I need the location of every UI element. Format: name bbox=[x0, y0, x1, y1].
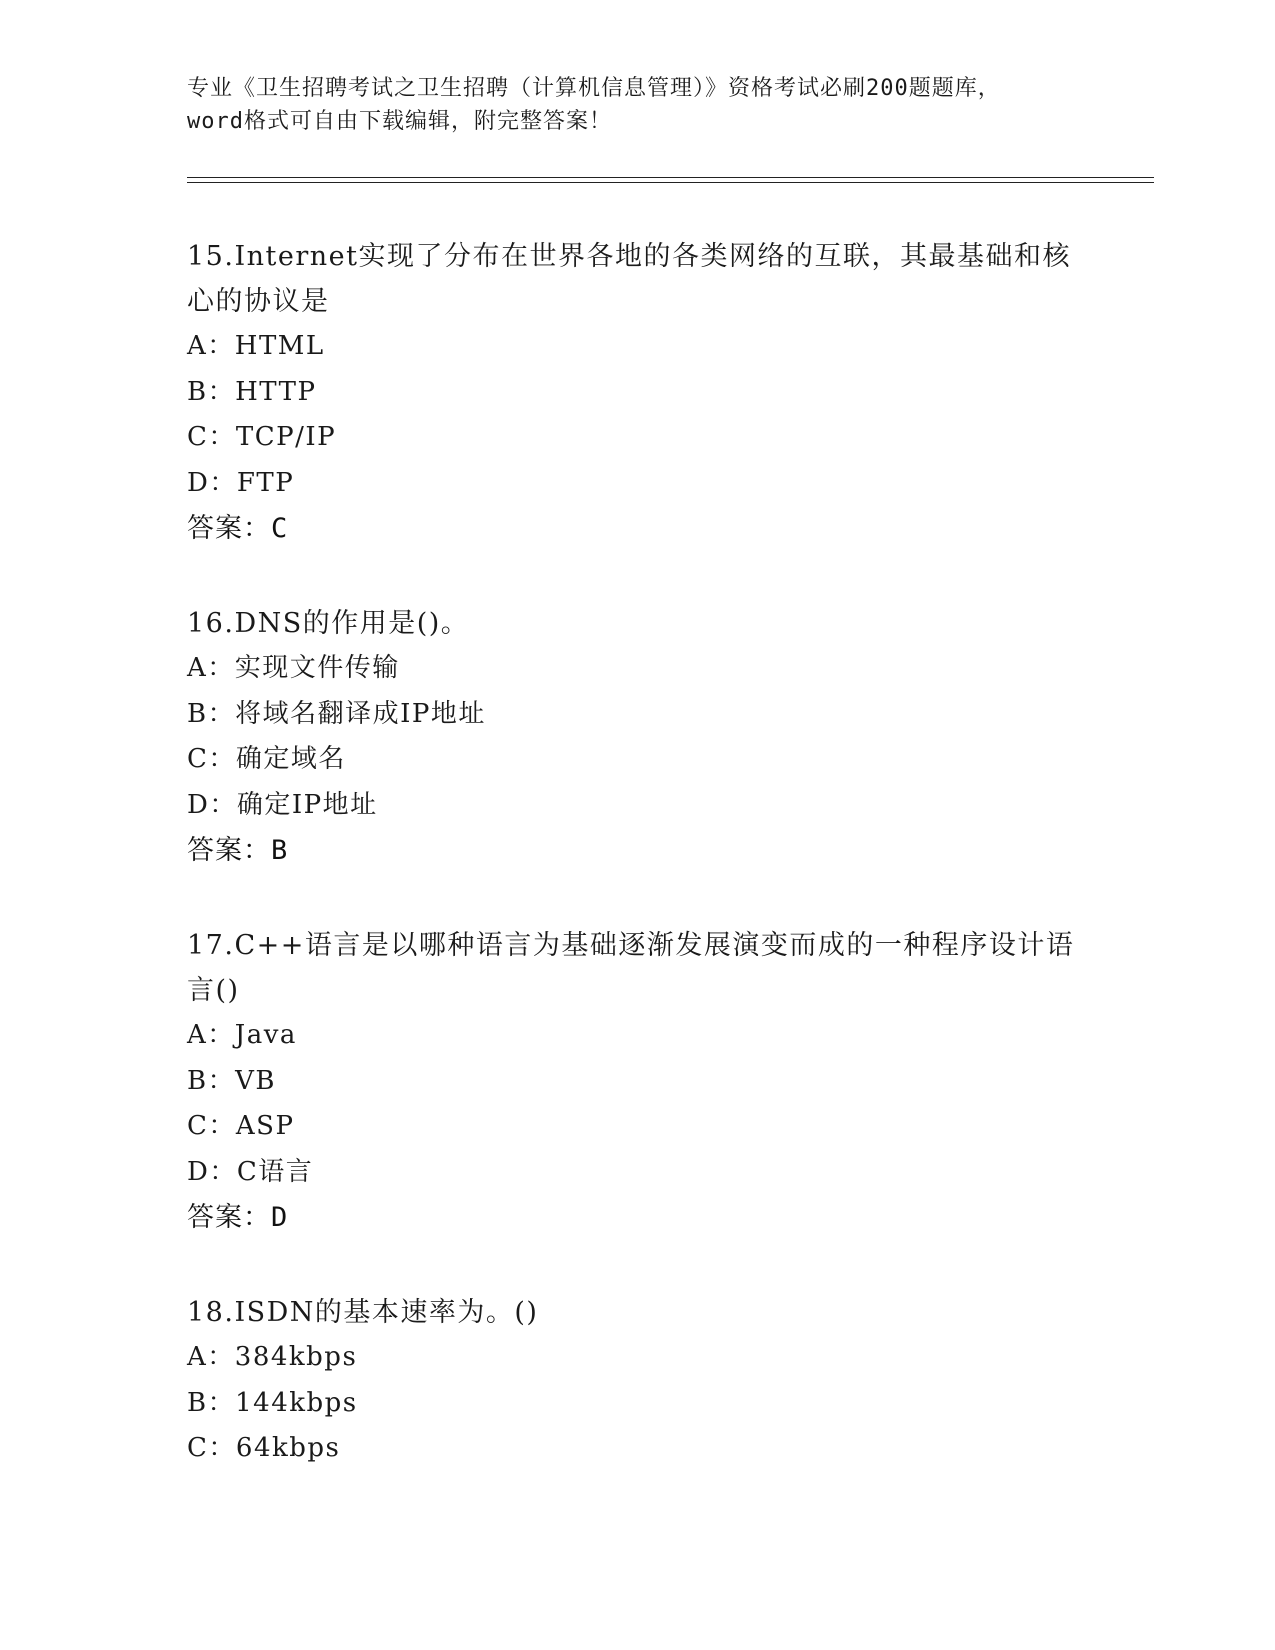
option-text: ASP bbox=[235, 1111, 295, 1141]
option-text: FTP bbox=[236, 467, 295, 498]
answer-line bbox=[187, 506, 1087, 551]
answer-option bbox=[187, 415, 1087, 461]
answer-option bbox=[187, 783, 1087, 829]
option-key: C： bbox=[187, 422, 236, 452]
document-header bbox=[187, 72, 1087, 138]
answer-option bbox=[187, 324, 1087, 370]
answer-value: B bbox=[271, 835, 288, 866]
option-key: D： bbox=[187, 467, 237, 498]
answer-option bbox=[187, 1335, 1087, 1381]
option-text: 将域名翻译成IP地址 bbox=[235, 698, 486, 729]
answer-label: 答案： bbox=[187, 835, 271, 866]
question-block bbox=[187, 923, 1087, 1240]
question-stem bbox=[187, 923, 1087, 1013]
option-key: C： bbox=[187, 1433, 236, 1463]
header-divider-top bbox=[187, 177, 1154, 178]
option-text: 144kbps bbox=[235, 1387, 358, 1418]
option-key: B： bbox=[187, 1387, 236, 1418]
question-stem bbox=[187, 1290, 1087, 1335]
question-list bbox=[187, 234, 1087, 1522]
answer-option bbox=[187, 1426, 1087, 1472]
question-stem-line: 16.DNS的作用是()。 bbox=[187, 608, 470, 639]
option-text: Java bbox=[234, 1020, 297, 1050]
option-key: D： bbox=[187, 789, 237, 820]
option-key: A： bbox=[187, 1342, 235, 1372]
answer-option bbox=[187, 646, 1087, 692]
option-key: B： bbox=[187, 698, 236, 729]
answer-option bbox=[187, 1381, 1087, 1427]
question-stem-line: 17.C++语言是以哪种语言为基础逐渐发展演变而成的一种程序设计语 bbox=[187, 930, 1075, 961]
question-stem bbox=[187, 601, 1087, 646]
question-stem bbox=[187, 234, 1087, 324]
answer-option bbox=[187, 1150, 1087, 1196]
option-text: 确定域名 bbox=[235, 744, 346, 774]
option-key: A： bbox=[187, 331, 235, 361]
question-stem-line: 15.Internet实现了分布在世界各地的各类网络的互联，其最基础和核 bbox=[187, 241, 1071, 272]
header-title-line-2: word格式可自由下载编辑，附完整答案！ bbox=[187, 109, 612, 134]
option-text: HTML bbox=[234, 331, 325, 361]
answer-option bbox=[187, 461, 1087, 507]
answer-option bbox=[187, 1059, 1087, 1105]
answer-label: 答案： bbox=[187, 1202, 271, 1233]
option-text: TCP/IP bbox=[235, 422, 337, 452]
option-text: 64kbps bbox=[235, 1433, 341, 1463]
option-text: 确定IP地址 bbox=[236, 789, 378, 820]
answer-option bbox=[187, 1104, 1087, 1150]
option-text: C语言 bbox=[236, 1156, 314, 1187]
answer-option bbox=[187, 692, 1087, 738]
option-key: A： bbox=[187, 1020, 235, 1050]
question-stem-line: 心的协议是 bbox=[187, 286, 330, 317]
question-block bbox=[187, 1290, 1087, 1472]
option-key: D： bbox=[187, 1156, 237, 1187]
option-key: B： bbox=[187, 376, 236, 407]
answer-line bbox=[187, 1195, 1087, 1240]
question-stem-line: 18.ISDN的基本速率为。() bbox=[187, 1297, 539, 1328]
answer-line bbox=[187, 828, 1087, 873]
option-text: VB bbox=[235, 1065, 276, 1096]
answer-option bbox=[187, 370, 1087, 416]
header-title-line-1: 专业《卫生招聘考试之卫生招聘（计算机信息管理）》资格考试必刷200题题库， bbox=[187, 76, 1001, 101]
question-stem-line: 言() bbox=[187, 975, 240, 1006]
option-text: 实现文件传输 bbox=[234, 653, 400, 683]
option-key: C： bbox=[187, 1111, 236, 1141]
answer-label: 答案： bbox=[187, 513, 271, 544]
option-text: HTTP bbox=[235, 376, 317, 407]
answer-option bbox=[187, 1013, 1087, 1059]
header-divider-bottom bbox=[187, 182, 1154, 183]
option-key: C： bbox=[187, 744, 236, 774]
option-text: 384kbps bbox=[234, 1342, 358, 1372]
answer-value: C bbox=[271, 513, 288, 544]
question-block bbox=[187, 234, 1087, 551]
option-key: A： bbox=[187, 653, 235, 683]
answer-value: D bbox=[271, 1202, 288, 1233]
question-block bbox=[187, 601, 1087, 873]
answer-option bbox=[187, 737, 1087, 783]
option-key: B： bbox=[187, 1065, 236, 1096]
